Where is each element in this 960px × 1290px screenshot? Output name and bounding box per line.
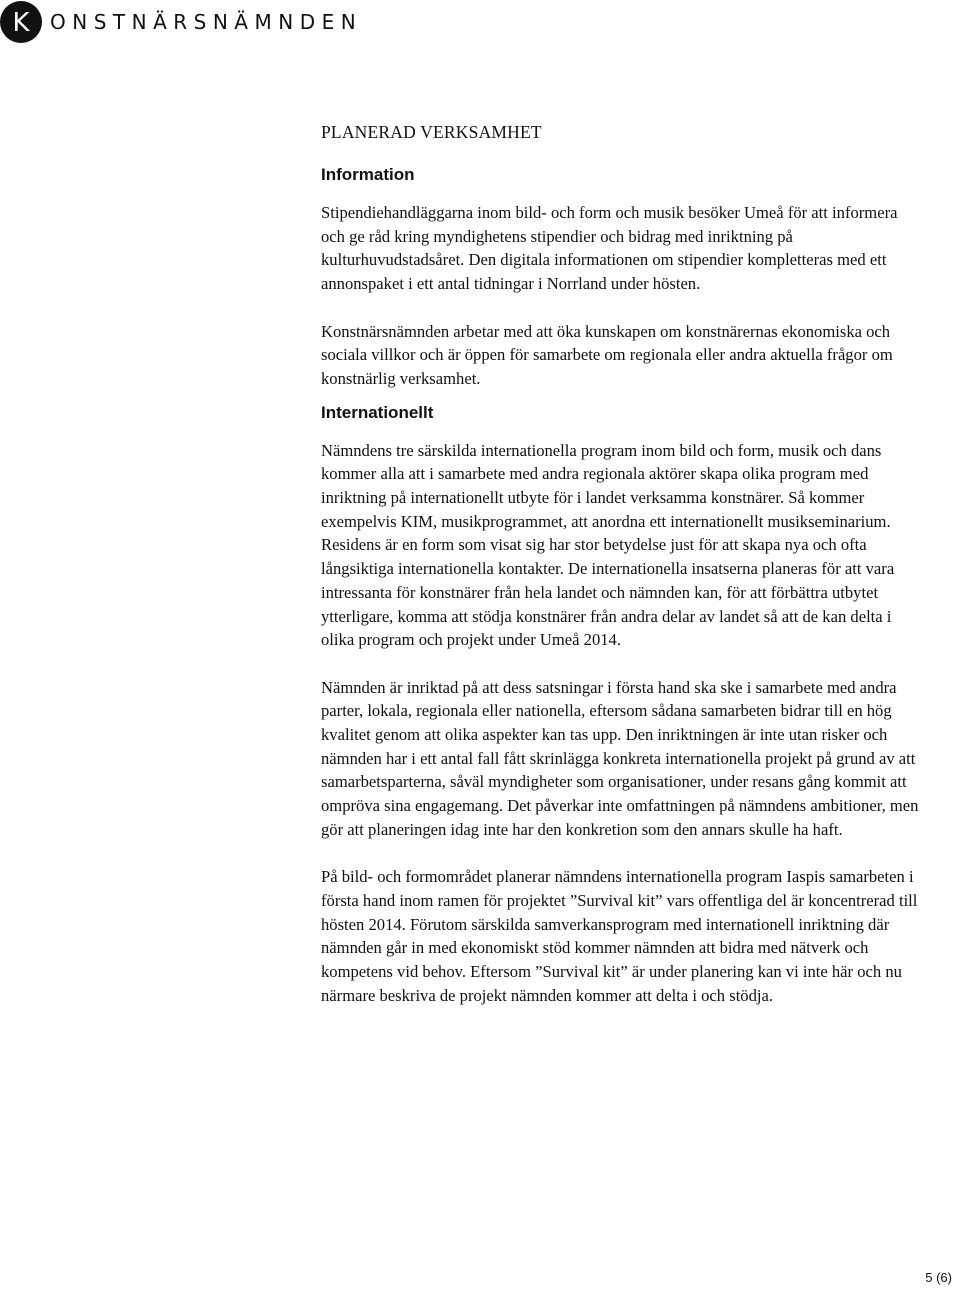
heading-information: Information	[321, 165, 415, 184]
section-title: PLANERAD VERKSAMHET	[321, 122, 542, 142]
paragraph: Stipendiehandläggarna inom bild- och form och musik besöker Umeå för att informera och ge råd kring myndighetens stipendier och bidrag med inriktning på kulturhuvudstadsåret. Den digitala informationen om stipendier kompletteras med ett annonspaket i ett antal tidningar i Norrland under hösten.	[321, 203, 898, 294]
logo	[0, 0, 362, 44]
page-number: 5 (6)	[925, 1270, 952, 1285]
svg-text:K: K	[12, 8, 30, 38]
heading-internationellt: Internationellt	[321, 402, 434, 422]
logo-k-icon	[0, 1, 42, 43]
paragraph: Nämnden är inriktad på att dess satsningar i första hand ska ske i samarbete med andra parter, lokala, regionala eller nationella, eftersom sådana samarbeten bidrar till en hög kvalitet genom att olika aspekter kan tas upp. Den inriktningen är inte utan risker och nämnden har i ett antal fall fått skrinlägga konkreta internationella projekt på grund av att samarbetsparterna, såväl myndigheter som organisationer, under resans gång kommit att ompröva sina engagemang. Det påverkar inte omfattningen på nämndens ambitioner, men gör att planeringen idag inte har den konkretion som den annars skulle ha haft.	[321, 677, 919, 839]
paragraph: Konstnärsnämnden arbetar med att öka kunskapen om konstnärernas ekonomiska och sociala villkor och är öppen för samarbete om regionala eller andra aktuella frågor om konstnärlig verksamhet.	[321, 321, 893, 388]
document-body	[321, 122, 921, 1031]
logo-wordmark: ONSTNÄRSNÄMNDEN	[50, 10, 363, 34]
paragraph: Nämndens tre särskilda internationella program inom bild och form, musik och dans kommer alla att i samarbete med andra regionala aktörer skapa olika program med inriktning på internationellt utbyte för i landet verksamma konstnärer. Så kommer exempelvis KIM, musikprogrammet, att anordna ett internationellt musikseminarium. Residens är en form som visat sig har stor betydelse just för att skapa nya och ofta långsiktiga internationella kontakter. De internationella insatserna planeras för att vara intressanta för konstnärer från hela landet och nämnden kan, för att förbättra utbytet ytterligare, komma att stödja konstnärer från andra delar av landet så att de kan delta i olika program och projekt under Umeå 2014.	[321, 440, 895, 650]
paragraph: På bild- och formområdet planerar nämndens internationella program Iaspis samarbeten i första hand inom ramen för projektet ”Survival kit” vars offentliga del är koncentrerad till hösten 2014. Förutom särskilda samverkansprogram med internationell inriktning där nämnden går in med ekonomiskt stöd kommer nämnden att bidra med nätverk och kompetens vid behov. Eftersom ”Survival kit” är under planering kan vi inte här och nu närmare beskriva de projekt nämnden kommer att delta i och stödja.	[321, 867, 918, 1005]
